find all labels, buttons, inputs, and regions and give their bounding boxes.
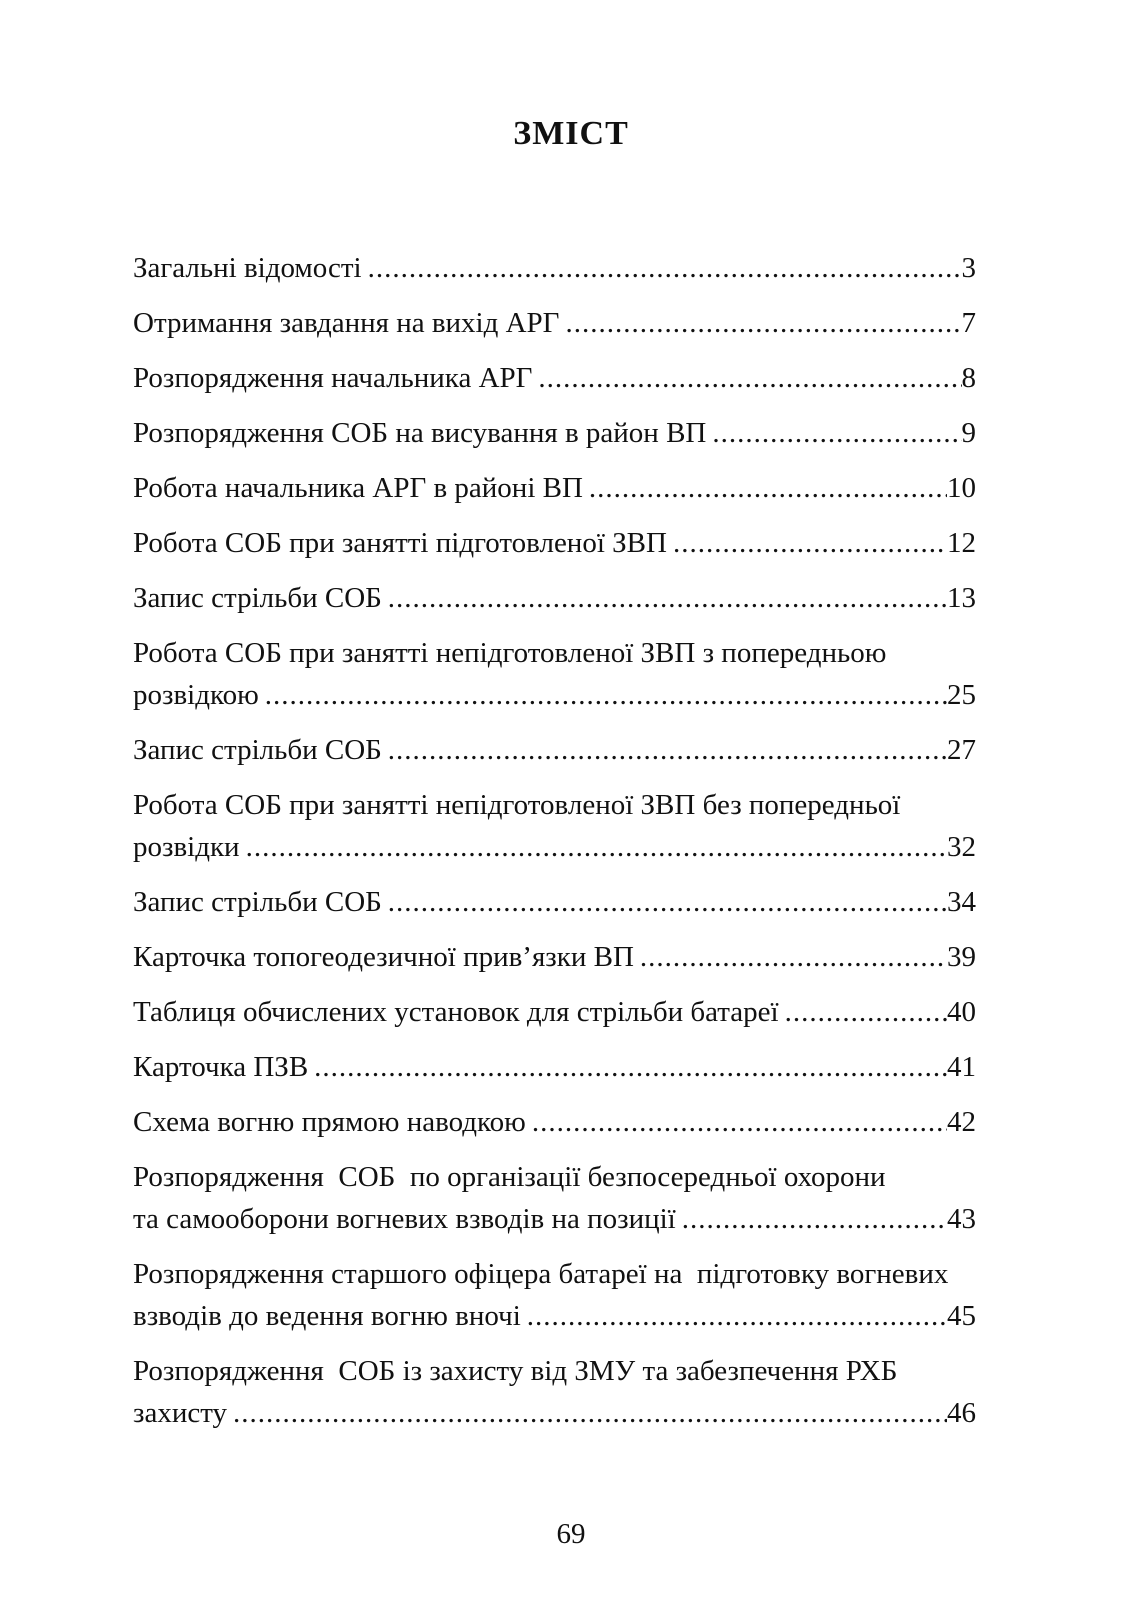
toc-entry-title: Таблиця обчислених установок для стрільби батареї bbox=[133, 996, 779, 1028]
toc-entry-title: захисту bbox=[133, 1397, 228, 1429]
toc-entry-title: та самооборони вогневих взводів на позиції bbox=[133, 1203, 676, 1235]
toc-entry-line bbox=[133, 1295, 976, 1337]
dot-leader bbox=[246, 826, 947, 868]
toc-page-number: 34 bbox=[947, 886, 976, 918]
toc-entry-title: Розпорядження СОБ із захисту від ЗМУ та забезпечення РХБ bbox=[133, 1355, 898, 1387]
toc-entry-line bbox=[133, 674, 976, 716]
dot-leader bbox=[785, 991, 947, 1033]
toc-entry-line bbox=[133, 247, 976, 289]
toc-entry-line bbox=[133, 991, 976, 1033]
toc-entry-title: Робота СОБ при занятті непідготовленої ЗВП з попередньою bbox=[133, 637, 887, 669]
toc-entry-line bbox=[133, 1198, 976, 1240]
toc-page-number: 32 bbox=[947, 831, 976, 863]
toc-entry-line bbox=[133, 412, 976, 454]
toc-entry-title: Запис стрільби СОБ bbox=[133, 582, 382, 614]
toc-entry-line bbox=[133, 826, 976, 868]
toc-entry-line bbox=[133, 1101, 976, 1143]
dot-leader bbox=[233, 1392, 947, 1434]
toc-entry bbox=[133, 247, 976, 289]
toc-entry-title: Запис стрільби СОБ bbox=[133, 886, 382, 918]
toc-entry bbox=[133, 1101, 976, 1143]
toc-entry-line bbox=[133, 1046, 976, 1088]
dot-leader bbox=[368, 247, 962, 289]
toc-page-number: 27 bbox=[947, 734, 976, 766]
table-of-contents bbox=[133, 247, 976, 1447]
page-title: ЗМІСТ bbox=[513, 115, 629, 152]
toc-page-number: 3 bbox=[961, 252, 976, 284]
toc-entry-title: розвідки bbox=[133, 831, 240, 863]
toc-entry bbox=[133, 936, 976, 978]
toc-entry-title: Загальні відомості bbox=[133, 252, 362, 284]
toc-entry bbox=[133, 1350, 976, 1434]
toc-page-number: 42 bbox=[947, 1106, 976, 1138]
toc-entry bbox=[133, 412, 976, 454]
toc-entry bbox=[133, 1156, 976, 1240]
toc-entry-title: Розпорядження СОБ по організації безпосередньої охорони bbox=[133, 1161, 886, 1193]
toc-entry bbox=[133, 632, 976, 716]
dot-leader bbox=[388, 729, 947, 771]
toc-entry-line bbox=[133, 1350, 976, 1392]
toc-entry-line bbox=[133, 881, 976, 923]
dot-leader bbox=[589, 467, 947, 509]
toc-entry-title: Розпорядження старшого офіцера батареї на підготовку вогневих bbox=[133, 1258, 949, 1290]
dot-leader bbox=[565, 302, 961, 344]
toc-entry-title: Робота СОБ при занятті непідготовленої ЗВП без попередньої bbox=[133, 789, 901, 821]
toc-page-number: 9 bbox=[961, 417, 976, 449]
toc-entry-title: розвідкою bbox=[133, 679, 259, 711]
toc-page-number: 40 bbox=[947, 996, 976, 1028]
toc-entry-line bbox=[133, 467, 976, 509]
dot-leader bbox=[538, 357, 961, 399]
dot-leader bbox=[532, 1101, 947, 1143]
toc-entry bbox=[133, 1046, 976, 1088]
toc-entry-line bbox=[133, 302, 976, 344]
toc-entry bbox=[133, 729, 976, 771]
toc-entry-line bbox=[133, 1392, 976, 1434]
toc-entry-title: Карточка топогеодезичної прив’язки ВП bbox=[133, 941, 634, 973]
toc-entry bbox=[133, 522, 976, 564]
dot-leader bbox=[673, 522, 947, 564]
toc-entry-title: Отримання завдання на вихід АРГ bbox=[133, 307, 560, 339]
dot-leader bbox=[712, 412, 961, 454]
toc-entry-title: Запис стрільби СОБ bbox=[133, 734, 382, 766]
toc-entry-title: Карточка ПЗВ bbox=[133, 1051, 309, 1083]
toc-page-number: 13 bbox=[947, 582, 976, 614]
toc-page-number: 39 bbox=[947, 941, 976, 973]
toc-entry bbox=[133, 1253, 976, 1337]
dot-leader bbox=[682, 1198, 947, 1240]
page-number: 69 bbox=[556, 1518, 586, 1550]
toc-page-number: 43 bbox=[947, 1203, 976, 1235]
toc-entry bbox=[133, 357, 976, 399]
dot-leader bbox=[265, 674, 947, 716]
toc-entry-title: Робота начальника АРГ в районі ВП bbox=[133, 472, 583, 504]
toc-entry-line bbox=[133, 1156, 976, 1198]
toc-entry bbox=[133, 577, 976, 619]
toc-entry-line bbox=[133, 357, 976, 399]
toc-page-number: 45 bbox=[947, 1300, 976, 1332]
toc-page-number: 41 bbox=[947, 1051, 976, 1083]
toc-page-number: 7 bbox=[961, 307, 976, 339]
dot-leader bbox=[388, 881, 947, 923]
toc-entry-title: Схема вогню прямою наводкою bbox=[133, 1106, 526, 1138]
toc-entry-line bbox=[133, 577, 976, 619]
toc-entry bbox=[133, 991, 976, 1033]
toc-page-number: 12 bbox=[947, 527, 976, 559]
toc-entry-line bbox=[133, 1253, 976, 1295]
toc-entry-title: Розпорядження начальника АРГ bbox=[133, 362, 533, 394]
toc-entry-line bbox=[133, 729, 976, 771]
toc-entry-line bbox=[133, 936, 976, 978]
toc-page-number: 8 bbox=[961, 362, 976, 394]
toc-page-number: 25 bbox=[947, 679, 976, 711]
dot-leader bbox=[640, 936, 947, 978]
dot-leader bbox=[314, 1046, 947, 1088]
toc-entry-line bbox=[133, 522, 976, 564]
toc-page-number: 10 bbox=[947, 472, 976, 504]
toc-entry-title: Розпорядження СОБ на висування в район ВП bbox=[133, 417, 707, 449]
dot-leader bbox=[388, 577, 947, 619]
toc-entry bbox=[133, 784, 976, 868]
dot-leader bbox=[527, 1295, 947, 1337]
toc-entry-title: Робота СОБ при занятті підготовленої ЗВП bbox=[133, 527, 667, 559]
toc-entry-line bbox=[133, 784, 976, 826]
toc-entry bbox=[133, 302, 976, 344]
toc-entry bbox=[133, 467, 976, 509]
toc-entry-line bbox=[133, 632, 976, 674]
toc-entry-title: взводів до ведення вогню вночі bbox=[133, 1300, 521, 1332]
toc-entry bbox=[133, 881, 976, 923]
toc-page-number: 46 bbox=[947, 1397, 976, 1429]
